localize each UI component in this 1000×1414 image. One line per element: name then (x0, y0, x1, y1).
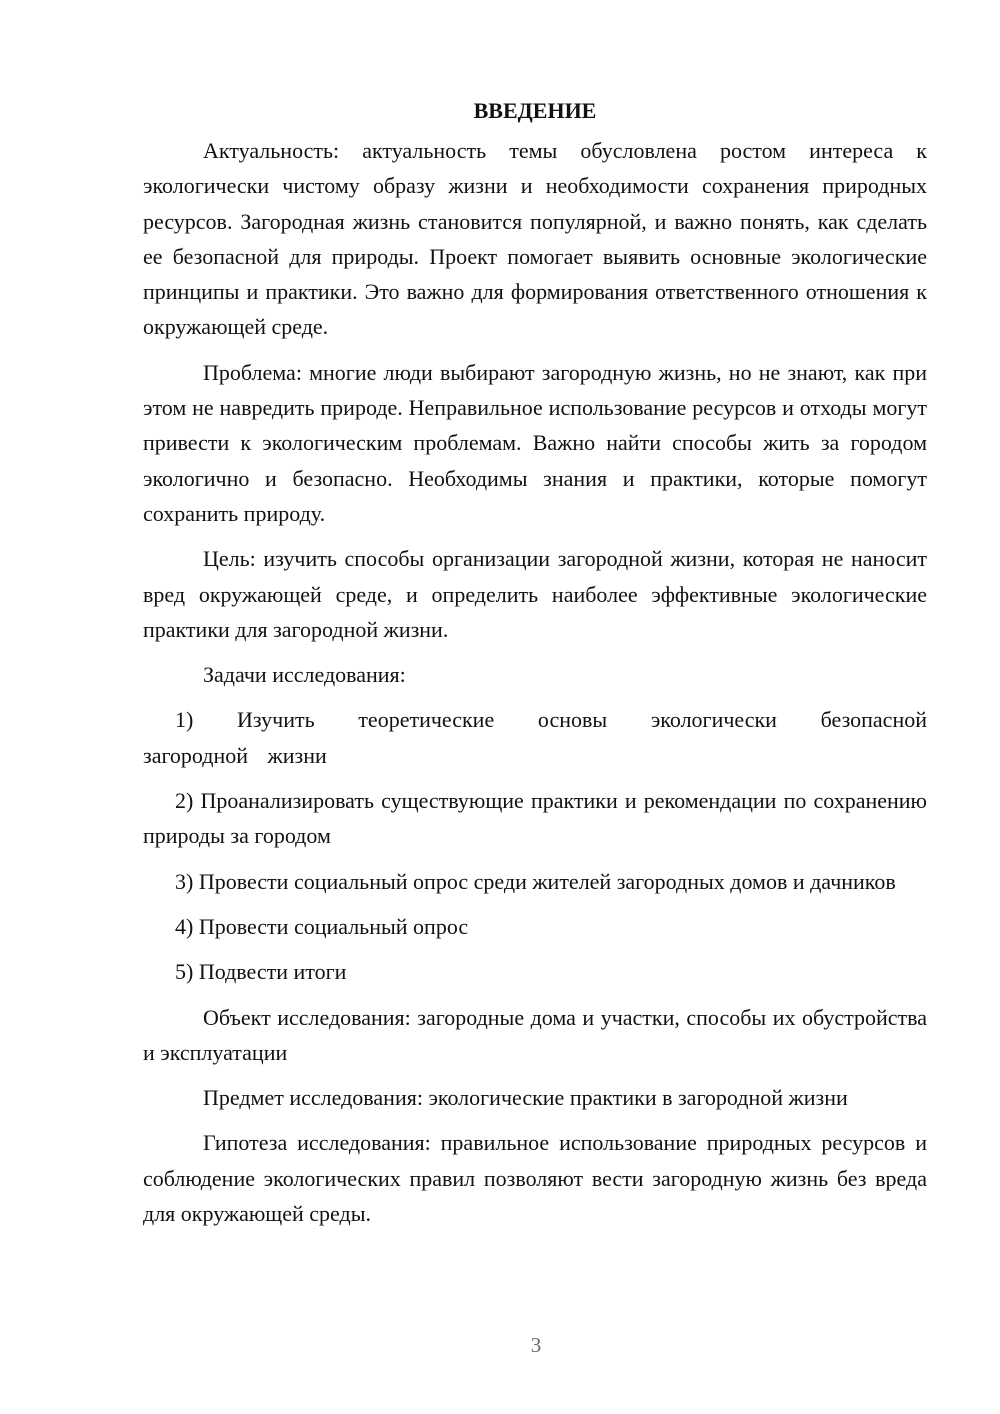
task-item-1: 1) Изучить теоретические основы экологически безопасной загородной жизни (143, 707, 927, 768)
task-item-2: 2) Проанализировать существующие практики и рекомендации по сохранению природы за городом (143, 788, 927, 849)
section-title: ВВЕДЕНИЕ (473, 98, 597, 123)
document-page (143, 93, 927, 1241)
paragraph-goal: Цель: изучить способы организации загородной жизни, которая не наносит вред окружающей среде, и определить наиболее эффективные экологические практики для загородной жизни. (143, 546, 927, 642)
task-item-5: 5) Подвести итоги (175, 959, 347, 985)
paragraph-tasks-heading: Задачи исследования: (203, 662, 406, 688)
task-item-4: 4) Провести социальный опрос (175, 913, 469, 939)
page-number: 3 (530, 1333, 542, 1357)
task-item-3: 3) Провести социальный опрос среди жителей загородных домов и дачников (175, 868, 896, 894)
paragraph-object: Объект исследования: загородные дома и участки, способы их обустройства и эксплуатации (143, 1004, 927, 1065)
paragraph-hypothesis: Гипотеза исследования: правильное использование природных ресурсов и соблюдение экологических правил позволяют вести загородную жизнь без вреда для окружающей среды. (143, 1130, 927, 1227)
paragraph-problem: Проблема: многие люди выбирают загородную жизнь, но не знают, как при этом не навредить природе. Неправильное использование ресурсов и отходы могут привести к экологическим проблемам. Важно найти способы жить за городом экологично и безопасно. Необходимы знания и практики, которые помогут сохранить природу. (143, 359, 927, 526)
paragraph-subject: Предмет исследования: экологические практики в загородной жизни (203, 1085, 848, 1111)
paragraph-relevance: Актуальность: актуальность темы обусловлена ростом интереса к экологически чистому образу жизни и необходимости сохранения природных ресурсов. Загородная жизнь становится популярной, и важно понять, как сделать ее безопасной для природы. Проект помогает выявить основные экологические принципы и практики. Это важно для формирования ответственного отношения к окружающей среде. (143, 138, 927, 340)
